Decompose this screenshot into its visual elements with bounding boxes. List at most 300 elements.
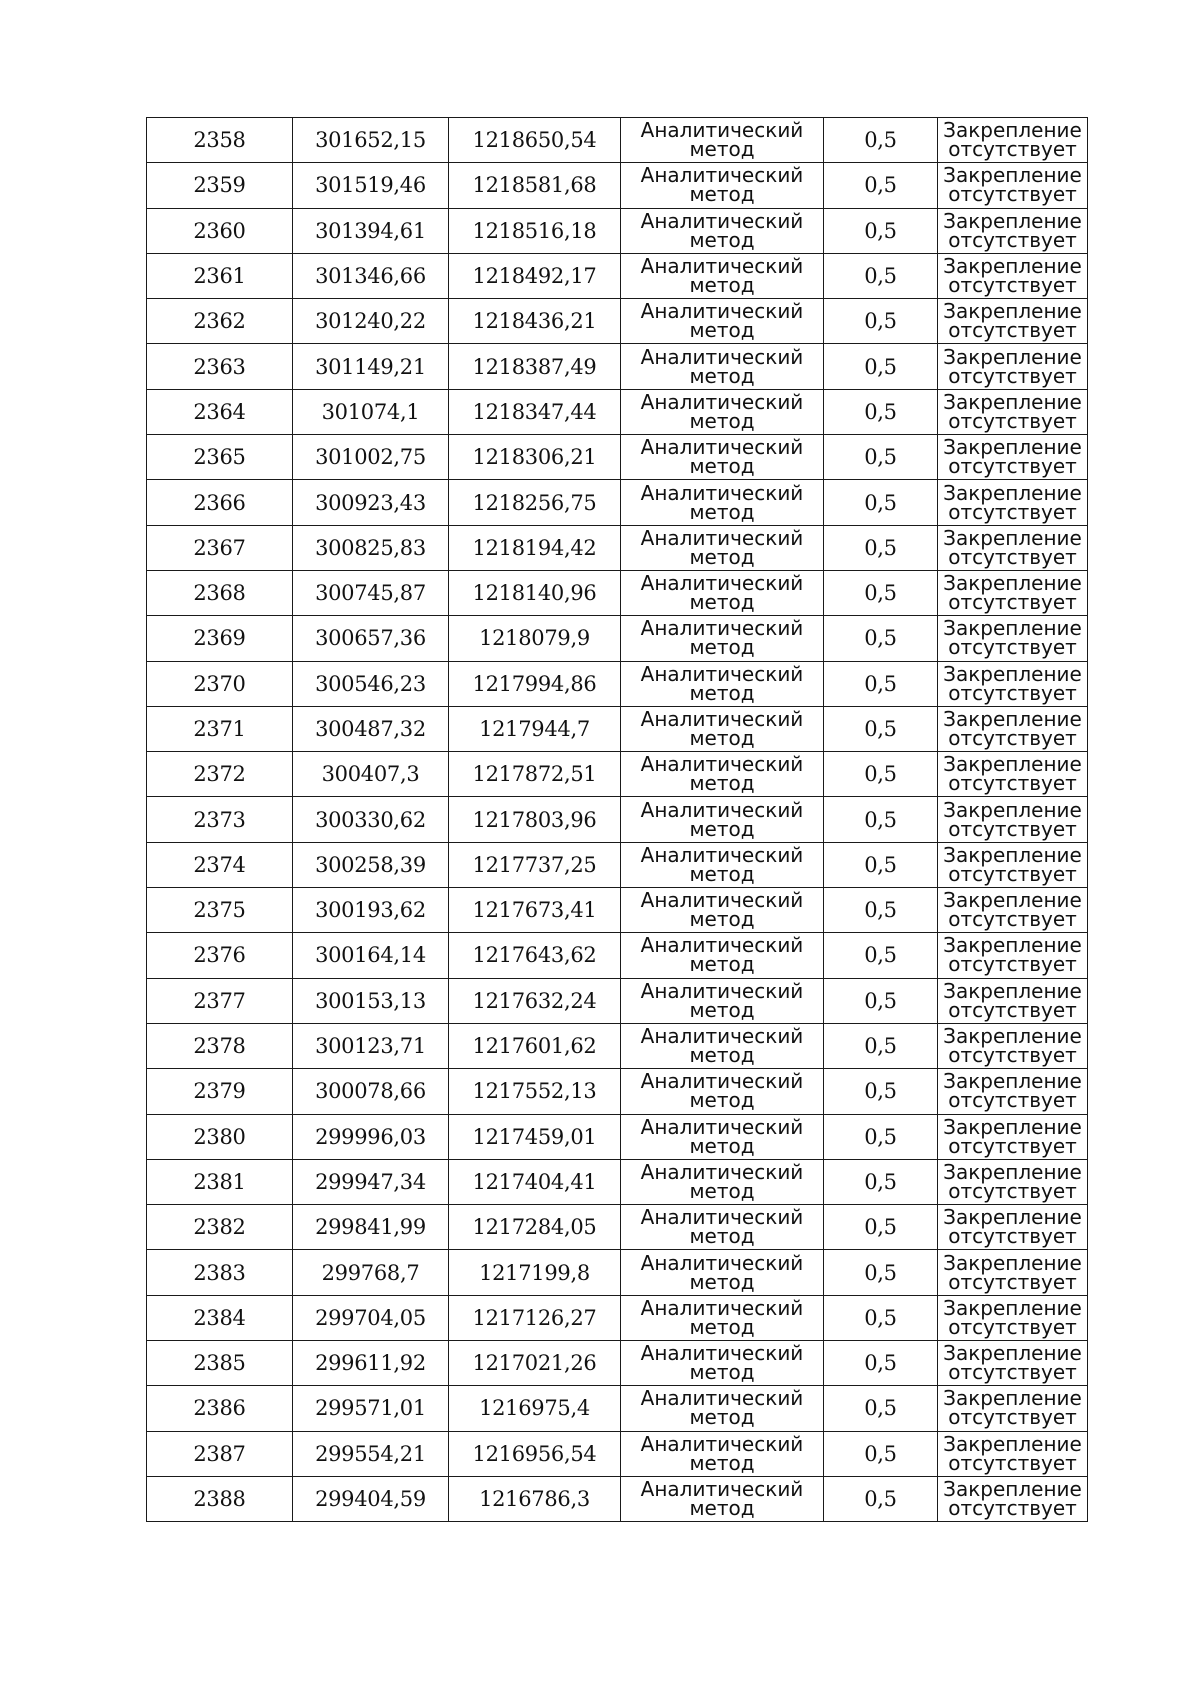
y-coordinate-cell: 1217737,25 (449, 842, 621, 887)
fixing-line-2: отсутствует (948, 590, 1077, 615)
table-row (147, 570, 1088, 615)
fixing-line-1: Закрепление (943, 1431, 1082, 1456)
method-line-2: метод (689, 544, 755, 569)
fixing-cell (938, 1476, 1088, 1521)
point-number-cell: 2365 (147, 435, 293, 480)
fixing-cell (938, 1069, 1088, 1114)
table-row (147, 1069, 1088, 1114)
fixing-line-2: отсутствует (948, 1043, 1077, 1068)
method-cell (621, 933, 824, 978)
y-coordinate-cell: 1217199,8 (449, 1250, 621, 1295)
fixing-cell (938, 661, 1088, 706)
fixing-cell (938, 1114, 1088, 1159)
point-number-cell: 2387 (147, 1431, 293, 1476)
fixing-cell (938, 253, 1088, 298)
point-number-cell: 2368 (147, 570, 293, 615)
x-coordinate-cell: 300923,43 (293, 480, 449, 525)
accuracy-cell: 0,5 (824, 253, 938, 298)
fixing-line-2: отсутствует (948, 1405, 1077, 1430)
method-line-1: Аналитический (640, 1250, 804, 1275)
method-line-2: метод (689, 273, 755, 298)
method-line-1: Аналитический (640, 752, 804, 777)
point-number-cell: 2383 (147, 1250, 293, 1295)
table-row (147, 1114, 1088, 1159)
fixing-line-2: отсутствует (948, 182, 1077, 207)
method-line-1: Аналитический (640, 1205, 804, 1230)
method-cell (621, 1205, 824, 1250)
y-coordinate-cell: 1216786,3 (449, 1476, 621, 1521)
method-line-1: Аналитический (640, 163, 804, 188)
accuracy-cell: 0,5 (824, 1386, 938, 1431)
method-cell (621, 435, 824, 480)
fixing-line-1: Закрепление (943, 1159, 1082, 1184)
method-line-2: метод (689, 1360, 755, 1385)
method-line-1: Аналитический (640, 299, 804, 324)
x-coordinate-cell: 300164,14 (293, 933, 449, 978)
method-cell (621, 797, 824, 842)
y-coordinate-cell: 1217803,96 (449, 797, 621, 842)
accuracy-cell: 0,5 (824, 933, 938, 978)
accuracy-cell: 0,5 (824, 1476, 938, 1521)
fixing-line-1: Закрепление (943, 118, 1082, 143)
fixing-cell (938, 163, 1088, 208)
table-row (147, 435, 1088, 480)
x-coordinate-cell: 299996,03 (293, 1114, 449, 1159)
x-coordinate-cell: 300123,71 (293, 1023, 449, 1068)
point-number-cell: 2378 (147, 1023, 293, 1068)
fixing-cell (938, 118, 1088, 163)
x-coordinate-cell: 299611,92 (293, 1341, 449, 1386)
accuracy-cell: 0,5 (824, 842, 938, 887)
fixing-line-2: отсутствует (948, 273, 1077, 298)
table-row (147, 1205, 1088, 1250)
table-row (147, 1023, 1088, 1068)
accuracy-cell: 0,5 (824, 435, 938, 480)
fixing-cell (938, 752, 1088, 797)
fixing-line-1: Закрепление (943, 163, 1082, 188)
x-coordinate-cell: 300407,3 (293, 752, 449, 797)
fixing-cell (938, 616, 1088, 661)
method-line-1: Аналитический (640, 118, 804, 143)
x-coordinate-cell: 299947,34 (293, 1159, 449, 1204)
fixing-line-1: Закрепление (943, 707, 1082, 731)
point-number-cell: 2371 (147, 706, 293, 751)
method-line-2: метод (689, 1496, 755, 1521)
fixing-line-2: отсутствует (948, 227, 1077, 252)
method-cell (621, 1114, 824, 1159)
fixing-line-1: Закрепление (943, 254, 1082, 279)
y-coordinate-cell: 1217459,01 (449, 1114, 621, 1159)
point-number-cell: 2381 (147, 1159, 293, 1204)
accuracy-cell: 0,5 (824, 797, 938, 842)
fixing-line-2: отсутствует (948, 1360, 1077, 1385)
fixing-line-2: отсутствует (948, 137, 1077, 162)
method-line-1: Аналитический (640, 1159, 804, 1184)
method-line-1: Аналитический (640, 933, 804, 958)
method-line-2: метод (689, 1314, 755, 1339)
accuracy-cell: 0,5 (824, 389, 938, 434)
table-row (147, 163, 1088, 208)
method-line-2: метод (689, 454, 755, 479)
fixing-line-2: отсутствует (948, 1088, 1077, 1113)
y-coordinate-cell: 1218194,42 (449, 525, 621, 570)
method-line-1: Аналитический (640, 1386, 804, 1411)
method-line-2: метод (689, 1405, 755, 1430)
fixing-cell (938, 344, 1088, 389)
y-coordinate-cell: 1216956,54 (449, 1431, 621, 1476)
method-cell (621, 208, 824, 253)
fixing-cell (938, 1431, 1088, 1476)
fixing-cell (938, 978, 1088, 1023)
fixing-cell (938, 435, 1088, 480)
method-cell (621, 118, 824, 163)
accuracy-cell: 0,5 (824, 118, 938, 163)
table-row (147, 978, 1088, 1023)
accuracy-cell: 0,5 (824, 1114, 938, 1159)
fixing-line-1: Закрепление (943, 661, 1082, 686)
accuracy-cell: 0,5 (824, 1205, 938, 1250)
accuracy-cell: 0,5 (824, 570, 938, 615)
method-line-2: метод (689, 952, 755, 977)
method-line-2: метод (689, 1043, 755, 1068)
fixing-cell (938, 525, 1088, 570)
table-row (147, 616, 1088, 661)
fixing-cell (938, 1205, 1088, 1250)
y-coordinate-cell: 1217404,41 (449, 1159, 621, 1204)
method-line-2: метод (689, 1269, 755, 1294)
point-number-cell: 2382 (147, 1205, 293, 1250)
x-coordinate-cell: 300657,36 (293, 616, 449, 661)
fixing-line-2: отсутствует (948, 726, 1077, 750)
method-line-2: метод (689, 861, 755, 886)
method-line-2: метод (689, 363, 755, 388)
table-row (147, 1431, 1088, 1476)
point-number-cell: 2364 (147, 389, 293, 434)
table-row (147, 706, 1088, 751)
point-number-cell: 2377 (147, 978, 293, 1023)
method-cell (621, 1431, 824, 1476)
method-line-1: Аналитический (640, 1431, 804, 1456)
method-line-1: Аналитический (640, 1069, 804, 1094)
table-row (147, 253, 1088, 298)
accuracy-cell: 0,5 (824, 344, 938, 389)
point-number-cell: 2366 (147, 480, 293, 525)
method-line-1: Аналитический (640, 389, 804, 414)
accuracy-cell: 0,5 (824, 978, 938, 1023)
fixing-line-1: Закрепление (943, 389, 1082, 414)
fixing-line-2: отсутствует (948, 907, 1077, 932)
method-line-1: Аналитический (640, 797, 804, 822)
fixing-line-1: Закрепление (943, 1386, 1082, 1411)
method-line-2: метод (689, 1450, 755, 1475)
fixing-line-2: отсутствует (948, 1450, 1077, 1475)
x-coordinate-cell: 301346,66 (293, 253, 449, 298)
fixing-line-1: Закрепление (943, 797, 1082, 822)
point-number-cell: 2358 (147, 118, 293, 163)
point-number-cell: 2363 (147, 344, 293, 389)
fixing-line-2: отсутствует (948, 1133, 1077, 1158)
table-row (147, 525, 1088, 570)
accuracy-cell: 0,5 (824, 661, 938, 706)
method-line-1: Аналитический (640, 571, 804, 596)
fixing-line-1: Закрепление (943, 978, 1082, 1003)
x-coordinate-cell: 301149,21 (293, 344, 449, 389)
y-coordinate-cell: 1218492,17 (449, 253, 621, 298)
fixing-line-2: отсутствует (948, 454, 1077, 479)
accuracy-cell: 0,5 (824, 1295, 938, 1340)
coordinates-table-body (147, 118, 1088, 1522)
method-line-1: Аналитический (640, 978, 804, 1003)
method-line-1: Аналитический (640, 842, 804, 867)
method-cell (621, 1069, 824, 1114)
x-coordinate-cell: 300825,83 (293, 525, 449, 570)
fixing-line-2: отсутствует (948, 997, 1077, 1022)
table-row (147, 1341, 1088, 1386)
fixing-cell (938, 480, 1088, 525)
table-row (147, 797, 1088, 842)
fixing-line-2: отсутствует (948, 1496, 1077, 1521)
table-row (147, 842, 1088, 887)
fixing-line-1: Закрепление (943, 344, 1082, 369)
method-line-1: Аналитический (640, 480, 804, 505)
method-line-2: метод (689, 182, 755, 207)
point-number-cell: 2361 (147, 253, 293, 298)
x-coordinate-cell: 299841,99 (293, 1205, 449, 1250)
point-number-cell: 2379 (147, 1069, 293, 1114)
method-cell (621, 344, 824, 389)
point-number-cell: 2374 (147, 842, 293, 887)
y-coordinate-cell: 1218516,18 (449, 208, 621, 253)
accuracy-cell: 0,5 (824, 1069, 938, 1114)
table-row (147, 933, 1088, 978)
point-number-cell: 2375 (147, 888, 293, 933)
method-line-1: Аналитический (640, 1295, 804, 1320)
y-coordinate-cell: 1217643,62 (449, 933, 621, 978)
x-coordinate-cell: 301652,15 (293, 118, 449, 163)
fixing-line-2: отсутствует (948, 1224, 1077, 1249)
accuracy-cell: 0,5 (824, 706, 938, 751)
point-number-cell: 2376 (147, 933, 293, 978)
table-row (147, 888, 1088, 933)
x-coordinate-cell: 300153,13 (293, 978, 449, 1023)
fixing-cell (938, 706, 1088, 751)
accuracy-cell: 0,5 (824, 888, 938, 933)
y-coordinate-cell: 1218436,21 (449, 299, 621, 344)
method-cell (621, 1476, 824, 1521)
point-number-cell: 2359 (147, 163, 293, 208)
fixing-line-1: Закрепление (943, 616, 1082, 641)
method-line-2: метод (689, 816, 755, 841)
accuracy-cell: 0,5 (824, 208, 938, 253)
x-coordinate-cell: 301394,61 (293, 208, 449, 253)
fixing-line-2: отсутствует (948, 635, 1077, 660)
accuracy-cell: 0,5 (824, 616, 938, 661)
method-line-2: метод (689, 635, 755, 660)
table-row (147, 1476, 1088, 1521)
point-number-cell: 2385 (147, 1341, 293, 1386)
y-coordinate-cell: 1218256,75 (449, 480, 621, 525)
method-line-2: метод (689, 997, 755, 1022)
accuracy-cell: 0,5 (824, 480, 938, 525)
accuracy-cell: 0,5 (824, 1023, 938, 1068)
fixing-line-1: Закрепление (943, 525, 1082, 550)
y-coordinate-cell: 1217284,05 (449, 1205, 621, 1250)
point-number-cell: 2369 (147, 616, 293, 661)
coordinates-table (146, 117, 1088, 1522)
fixing-line-2: отсутствует (948, 408, 1077, 433)
y-coordinate-cell: 1217673,41 (449, 888, 621, 933)
method-line-1: Аналитический (640, 1024, 804, 1049)
x-coordinate-cell: 300745,87 (293, 570, 449, 615)
method-cell (621, 570, 824, 615)
fixing-cell (938, 1250, 1088, 1295)
fixing-cell (938, 389, 1088, 434)
method-line-2: метод (689, 1224, 755, 1249)
method-line-1: Аналитический (640, 254, 804, 279)
x-coordinate-cell: 299704,05 (293, 1295, 449, 1340)
accuracy-cell: 0,5 (824, 752, 938, 797)
table-row (147, 480, 1088, 525)
x-coordinate-cell: 299768,7 (293, 1250, 449, 1295)
method-cell (621, 752, 824, 797)
method-cell (621, 616, 824, 661)
method-line-1: Аналитический (640, 208, 804, 233)
fixing-line-2: отсутствует (948, 318, 1077, 343)
y-coordinate-cell: 1217601,62 (449, 1023, 621, 1068)
method-line-1: Аналитический (640, 616, 804, 641)
fixing-line-1: Закрепление (943, 208, 1082, 233)
table-row (147, 661, 1088, 706)
fixing-line-2: отсутствует (948, 680, 1077, 705)
method-cell (621, 1159, 824, 1204)
x-coordinate-cell: 301519,46 (293, 163, 449, 208)
method-cell (621, 389, 824, 434)
method-line-2: метод (689, 1178, 755, 1203)
fixing-line-1: Закрепление (943, 480, 1082, 505)
method-cell (621, 706, 824, 751)
fixing-line-1: Закрепление (943, 842, 1082, 867)
point-number-cell: 2373 (147, 797, 293, 842)
fixing-cell (938, 570, 1088, 615)
method-line-1: Аналитический (640, 1341, 804, 1366)
y-coordinate-cell: 1218581,68 (449, 163, 621, 208)
method-line-2: метод (689, 590, 755, 615)
method-cell (621, 253, 824, 298)
y-coordinate-cell: 1218079,9 (449, 616, 621, 661)
accuracy-cell: 0,5 (824, 1341, 938, 1386)
x-coordinate-cell: 300193,62 (293, 888, 449, 933)
method-cell (621, 480, 824, 525)
method-line-2: метод (689, 318, 755, 343)
fixing-cell (938, 797, 1088, 842)
fixing-line-1: Закрепление (943, 1477, 1082, 1502)
point-number-cell: 2386 (147, 1386, 293, 1431)
method-line-1: Аналитический (640, 1477, 804, 1502)
y-coordinate-cell: 1218347,44 (449, 389, 621, 434)
method-cell (621, 888, 824, 933)
point-number-cell: 2360 (147, 208, 293, 253)
y-coordinate-cell: 1217126,27 (449, 1295, 621, 1340)
fixing-cell (938, 933, 1088, 978)
fixing-line-2: отсутствует (948, 771, 1077, 796)
fixing-line-1: Закрепление (943, 1069, 1082, 1094)
method-cell (621, 842, 824, 887)
table-row (147, 1250, 1088, 1295)
x-coordinate-cell: 301240,22 (293, 299, 449, 344)
table-row (147, 752, 1088, 797)
x-coordinate-cell: 301002,75 (293, 435, 449, 480)
fixing-cell (938, 1023, 1088, 1068)
table-row (147, 389, 1088, 434)
x-coordinate-cell: 300330,62 (293, 797, 449, 842)
table-row (147, 1159, 1088, 1204)
fixing-cell (938, 842, 1088, 887)
method-line-2: метод (689, 227, 755, 252)
fixing-line-1: Закрепление (943, 1205, 1082, 1230)
method-cell (621, 978, 824, 1023)
fixing-line-1: Закрепление (943, 888, 1082, 913)
point-number-cell: 2367 (147, 525, 293, 570)
fixing-line-2: отсутствует (948, 1269, 1077, 1294)
fixing-line-1: Закрепление (943, 299, 1082, 324)
y-coordinate-cell: 1218387,49 (449, 344, 621, 389)
y-coordinate-cell: 1217632,24 (449, 978, 621, 1023)
fixing-line-2: отсутствует (948, 861, 1077, 886)
fixing-line-2: отсутствует (948, 816, 1077, 841)
method-line-2: метод (689, 771, 755, 796)
accuracy-cell: 0,5 (824, 1431, 938, 1476)
method-cell (621, 1341, 824, 1386)
x-coordinate-cell: 299554,21 (293, 1431, 449, 1476)
fixing-line-2: отсутствует (948, 544, 1077, 569)
method-line-2: метод (689, 726, 755, 750)
point-number-cell: 2384 (147, 1295, 293, 1340)
fixing-line-1: Закрепление (943, 933, 1082, 958)
x-coordinate-cell: 300546,23 (293, 661, 449, 706)
y-coordinate-cell: 1218140,96 (449, 570, 621, 615)
method-cell (621, 1295, 824, 1340)
point-number-cell: 2372 (147, 752, 293, 797)
y-coordinate-cell: 1216975,4 (449, 1386, 621, 1431)
point-number-cell: 2362 (147, 299, 293, 344)
method-line-2: метод (689, 1088, 755, 1113)
point-number-cell: 2380 (147, 1114, 293, 1159)
fixing-line-1: Закрепление (943, 435, 1082, 460)
y-coordinate-cell: 1218650,54 (449, 118, 621, 163)
y-coordinate-cell: 1218306,21 (449, 435, 621, 480)
accuracy-cell: 0,5 (824, 525, 938, 570)
x-coordinate-cell: 299404,59 (293, 1476, 449, 1521)
y-coordinate-cell: 1217021,26 (449, 1341, 621, 1386)
fixing-cell (938, 888, 1088, 933)
method-line-2: метод (689, 499, 755, 524)
y-coordinate-cell: 1217944,7 (449, 706, 621, 751)
fixing-cell (938, 299, 1088, 344)
method-cell (621, 661, 824, 706)
method-cell (621, 525, 824, 570)
fixing-cell (938, 1159, 1088, 1204)
fixing-line-1: Закрепление (943, 1114, 1082, 1139)
fixing-line-1: Закрепление (943, 1024, 1082, 1049)
x-coordinate-cell: 301074,1 (293, 389, 449, 434)
fixing-line-1: Закрепление (943, 1295, 1082, 1320)
method-cell (621, 299, 824, 344)
accuracy-cell: 0,5 (824, 1159, 938, 1204)
accuracy-cell: 0,5 (824, 1250, 938, 1295)
fixing-line-2: отсутствует (948, 1314, 1077, 1339)
method-cell (621, 163, 824, 208)
fixing-line-1: Закрепление (943, 1250, 1082, 1275)
